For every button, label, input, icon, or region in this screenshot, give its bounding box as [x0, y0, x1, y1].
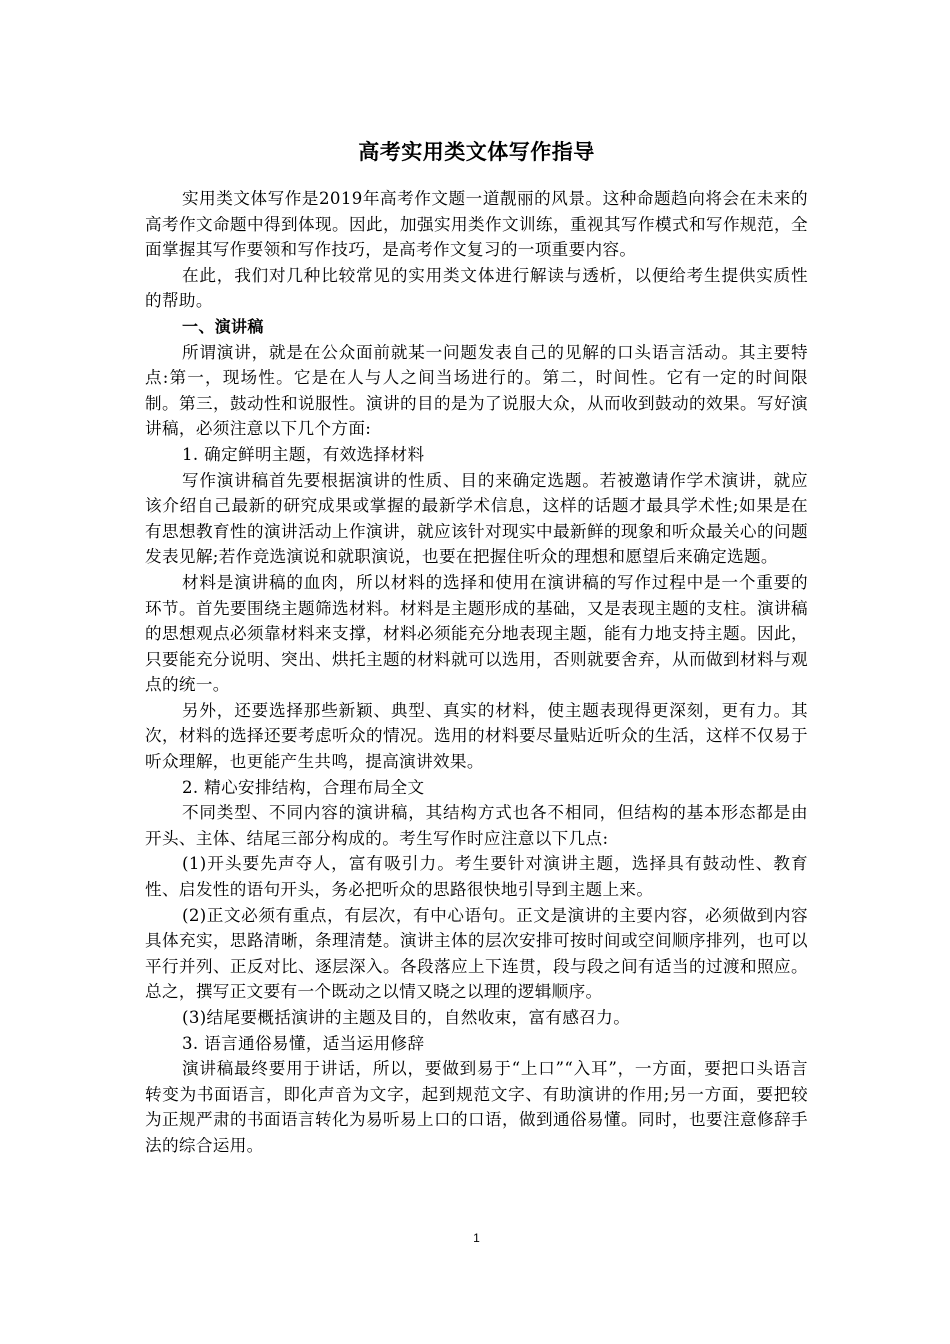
subheading: 2. 精心安排结构，合理布局全文	[182, 777, 425, 797]
subheading: 1. 确定鲜明主题，有效选择材料	[182, 444, 425, 464]
body-paragraph: 演讲稿最终要用于讲话，所以，要做到易于“上口”“入耳”，一方面，要把口头语言转变为书面语言，即化声音为文字，起到规范文字、有助演讲的作用;另一方面，要把较为正规严肃的书面语言转化为易听易上口的口语，做到通俗易懂。同时，也要注意修辞手法的综合运用。	[145, 1059, 808, 1155]
intro-paragraph: 实用类文体写作是2019年高考作文题一道靓丽的风景。这种命题趋向将会在未来的高考作文命题中得到体现。因此，加强实用类作文训练，重视其写作模式和写作规范，全面掌握其写作要领和写作技巧，是高考作文复习的一项重要内容。	[145, 189, 808, 260]
body-paragraph: 材料是演讲稿的血肉，所以材料的选择和使用在演讲稿的写作过程中是一个重要的环节。首先要围绕主题筛选材料。材料是主题形成的基础，又是表现主题的支柱。演讲稿的思想观点必须靠材料来支撑，材料必须能充分地表现主题，能有力地支持主题。因此，只要能充分说明、突出、烘托主题的材料就可以选用，否则就要舍弃，从而做到材料与观点的统一。	[145, 572, 808, 695]
body-paragraph: 写作演讲稿首先要根据演讲的性质、目的来确定选题。若被邀请作学术演讲，就应该介绍自己最新的研究成果或掌握的最新学术信息，这样的话题才最具学术性;如果是在有思想教育性的演讲活动上作演讲，就应该针对现实中最新鲜的现象和听众最关心的问题发表见解;若作竞选演说和就职演说，也要在把握住听众的理想和愿望后来确定选题。	[145, 470, 808, 567]
body-paragraph: 不同类型、不同内容的演讲稿，其结构方式也各不相同，但结构的基本形态都是由开头、主体、结尾三部分构成的。考生写作时应注意以下几点:	[145, 803, 808, 848]
body-paragraph: 另外，还要选择那些新颖、典型、真实的材料，使主题表现得更深刻，更有力。其次，材料的选择还要考虑听众的情况。选用的材料要尽量贴近听众的生活，这样不仅易于听众理解，也更能产生共鸣，提高演讲效果。	[145, 700, 808, 772]
page-number: 1	[473, 1231, 480, 1245]
section-heading: 一、演讲稿	[182, 316, 264, 336]
document-title: 高考实用类文体写作指导	[358, 140, 595, 164]
document-body	[145, 186, 808, 1159]
list-item: (1)开头要先声夺人，富有吸引力。考生要针对演讲主题，选择具有鼓动性、教育性、启发性的语句开头，务必把听众的思路很快地引导到主题上来。	[145, 854, 808, 900]
list-item: (3)结尾要概括演讲的主题及目的，自然收束，富有感召力。	[182, 1008, 631, 1027]
body-paragraph: 所谓演讲，就是在公众面前就某一问题发表自己的见解的口头语言活动。其主要特点:第一，现场性。它是在人与人之间当场进行的。第二，时间性。它有一定的时间限制。第三，鼓动性和说服性。演讲的目的是为了说服大众，从而收到鼓动的效果。写好演讲稿，必须注意以下几个方面:	[145, 342, 808, 439]
list-item: (2)正文必须有重点，有层次，有中心语句。正文是演讲的主要内容，必须做到内容具体充实，思路清晰，条理清楚。演讲主体的层次安排可按时间或空间顺序排列，也可以平行并列、正反对比、逐层深入。各段落应上下连贯，段与段之间有适当的过渡和照应。总之，撰写正文要有一个既动之以情又晓之以理的逻辑顺序。	[145, 905, 808, 1002]
document-page	[145, 0, 808, 1344]
intro-paragraph-2: 在此，我们对几种比较常见的实用类文体进行解读与透析，以便给考生提供实质性的帮助。	[145, 265, 808, 311]
subheading: 3. 语言通俗易懂，适当运用修辞	[182, 1033, 425, 1053]
